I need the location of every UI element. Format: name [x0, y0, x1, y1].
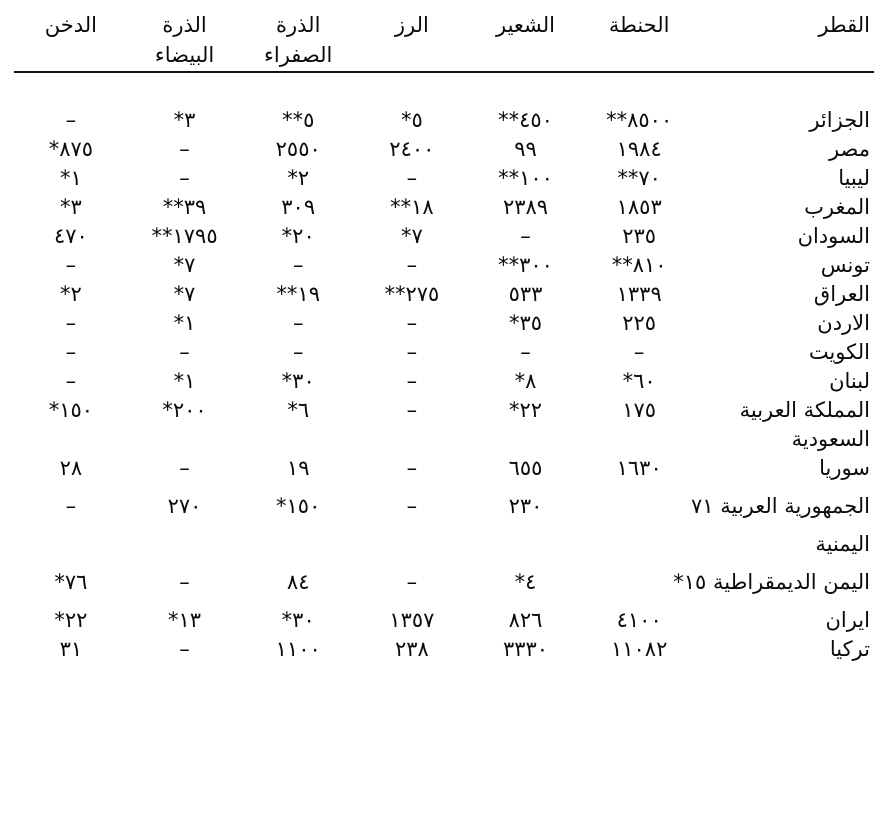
cell-barley: ٤* [514, 569, 537, 594]
cell-rice [355, 426, 469, 455]
column-header-millet [14, 10, 128, 71]
cell-white-maize: ٧* [173, 281, 196, 306]
table-row [14, 493, 874, 531]
cell-yellow-maize: ٣٠* [281, 607, 315, 632]
cell-barley [469, 426, 583, 455]
table-row [14, 252, 874, 281]
header-row [14, 10, 874, 71]
cell-wheat: ١٨٥٣ [616, 194, 662, 219]
cell-wheat: ١١٠٨٢ [610, 636, 668, 661]
table-row-continuation [14, 426, 874, 455]
table-row [14, 281, 874, 310]
cell-white-maize: – [179, 636, 190, 661]
cell-barley: ٣٠٠** [498, 252, 553, 277]
cell-millet: ٣* [59, 194, 82, 219]
cell-rice: ١٣٥٧ [389, 607, 435, 632]
cell-millet: – [65, 107, 77, 132]
column-header-country [696, 10, 874, 71]
row-country: مصر [828, 136, 870, 161]
table-row [14, 223, 874, 252]
cell-yellow-maize: ٣٠* [281, 368, 315, 393]
cell-rice [355, 531, 469, 569]
cell-white-maize: ٢٠٠* [162, 397, 207, 422]
column-header-barley [469, 10, 583, 71]
table-row [14, 136, 874, 165]
cell-white-maize: ١* [173, 310, 196, 335]
cell-millet: ٧٦* [54, 569, 88, 594]
cell-wheat: ٢٢٥ [622, 310, 657, 335]
cell-white-maize: ٣* [173, 107, 196, 132]
row-country: السودان [797, 223, 870, 248]
cell-rice: – [406, 252, 418, 277]
table-row [14, 455, 874, 493]
cell-yellow-maize: ٨٤ [286, 569, 310, 594]
cell-rice: ٢٤٠٠ [389, 136, 435, 161]
cell-yellow-maize: ١٩ [286, 455, 310, 480]
cell-barley: ٢٢* [508, 397, 543, 422]
cell-millet: ٢٢* [54, 607, 88, 632]
cell-rice: – [406, 569, 418, 594]
row-country: تونس [820, 252, 870, 277]
cell-millet: ٢* [59, 281, 82, 306]
cell-wheat: ٢٣٥ [622, 223, 657, 248]
cell-barley: ٤٥٠** [498, 107, 553, 132]
column-header-wheat [582, 10, 696, 71]
row-country: الجمهورية العربية ٧١ [690, 493, 870, 518]
column-header-white-maize [128, 10, 242, 71]
cell-barley: ٣٣٣٠ [502, 636, 549, 661]
cell-rice: – [406, 368, 418, 393]
table-row-continuation [14, 531, 874, 569]
table-row [14, 339, 874, 368]
table-row [14, 397, 874, 426]
column-header-barley-label: الشعير [496, 13, 556, 37]
cell-white-maize: ٣٩** [162, 194, 207, 219]
cell-rice: – [406, 165, 418, 190]
cell-rice: – [406, 455, 418, 480]
cell-wheat: ٧٠** [617, 165, 661, 190]
cell-rice: ٧* [400, 223, 423, 248]
header-rule-row [14, 71, 874, 85]
cell-wheat: ١٣٣٩ [616, 281, 662, 306]
spacer-cell [14, 85, 874, 107]
cell-millet [14, 531, 128, 569]
cell-millet: ١٥٠* [48, 397, 94, 422]
cell-rice: ٢٣٨ [394, 636, 429, 661]
table-header [14, 10, 874, 85]
cell-millet: – [65, 310, 77, 335]
cell-millet: – [65, 368, 77, 393]
cell-barley: ٩٩ [514, 136, 537, 161]
crop-production-table [14, 10, 874, 665]
cell-wheat: ٦٠* [622, 368, 656, 393]
cell-white-maize: – [179, 569, 190, 594]
cell-barley [469, 531, 583, 569]
row-country: لبنان [829, 368, 870, 393]
column-header-rice-label: الرز [394, 13, 429, 37]
cell-millet [14, 426, 128, 455]
cell-millet: ٨٧٥* [48, 136, 94, 161]
cell-barley: ٢٣٠ [508, 493, 543, 518]
row-country: تركيا [829, 636, 870, 661]
column-header-wheat-label: الحنطة [608, 13, 670, 37]
column-header-yellow-maize-label2: الصفراء [264, 43, 333, 68]
cell-yellow-maize: ١٥٠* [276, 493, 321, 518]
cell-barley: ٢٣٨٩ [502, 194, 549, 219]
cell-yellow-maize [241, 531, 355, 569]
column-header-white-maize-label: الذرة [162, 13, 207, 37]
cell-barley: ٣٥* [508, 310, 543, 335]
cell-white-maize: – [179, 455, 190, 480]
row-country: السعودية [791, 426, 870, 451]
cell-yellow-maize: ٢٠* [281, 223, 315, 248]
row-country: سوريا [819, 455, 870, 480]
cell-yellow-maize [241, 426, 355, 455]
cell-wheat: ٨١٠** [611, 252, 667, 277]
cell-rice: – [406, 397, 418, 422]
cell-rice: – [406, 493, 418, 518]
table-row [14, 636, 874, 665]
row-country: ليبيا [838, 165, 870, 190]
column-header-yellow-maize [241, 10, 355, 71]
cell-barley: ١٠٠** [498, 165, 553, 190]
table-row [14, 368, 874, 397]
row-country: العراق [813, 281, 870, 306]
cell-barley: – [520, 223, 531, 248]
cell-millet: – [65, 252, 77, 277]
cell-wheat: ١٧٥ [622, 397, 657, 422]
row-country: ايران [825, 607, 870, 632]
cell-millet: – [65, 339, 77, 364]
cell-white-maize: ١٣* [168, 607, 202, 632]
table-row [14, 165, 874, 194]
cell-white-maize: – [179, 165, 190, 190]
table-row [14, 194, 874, 223]
table-row [14, 107, 874, 136]
cell-barley: ٥٣٣ [508, 281, 543, 306]
cell-rice: – [406, 339, 418, 364]
cell-yellow-maize: ٦* [287, 397, 310, 422]
cell-rice: ١٨** [390, 194, 434, 219]
cell-wheat: ١٩٨٤ [616, 136, 662, 161]
header-rule-cell [14, 71, 874, 85]
cell-yellow-maize: ١١٠٠ [275, 636, 321, 661]
row-country: المملكة العربية [739, 397, 870, 422]
row-country: المغرب [804, 194, 870, 219]
cell-yellow-maize: – [292, 339, 304, 364]
table-row [14, 310, 874, 339]
row-country: اليمن الديمقراطية ١٥* [673, 569, 870, 594]
cell-wheat: – [633, 339, 645, 364]
cell-yellow-maize: ٢٥٥٠ [275, 136, 321, 161]
cell-yellow-maize: – [292, 310, 304, 335]
cell-white-maize: ١* [173, 368, 196, 393]
cell-millet: ٤٧٠ [53, 223, 88, 248]
cell-white-maize [128, 426, 242, 455]
cell-white-maize: ٧* [173, 252, 196, 277]
row-country: الاردن [817, 310, 870, 335]
cell-barley: ٨* [514, 368, 537, 393]
cell-rice: – [406, 310, 418, 335]
header-divider [14, 71, 874, 73]
cell-white-maize: ١٧٩٥** [151, 223, 218, 248]
column-header-country-label: القطر [818, 13, 870, 37]
row-country: اليمنية [815, 531, 870, 556]
cell-wheat [582, 531, 696, 569]
cell-barley: ٦٥٥ [508, 455, 543, 480]
cell-white-maize [128, 531, 242, 569]
cell-yellow-maize: ٢* [287, 165, 310, 190]
cell-yellow-maize: ٥** [282, 107, 315, 132]
cell-rice: ٢٧٥** [384, 281, 440, 306]
cell-millet: ٣١ [59, 636, 83, 661]
table-row [14, 569, 874, 607]
column-header-millet-label: الدخن [44, 13, 97, 37]
cell-barley: ٨٢٦ [508, 607, 543, 632]
cell-white-maize: ٢٧٠ [167, 493, 202, 518]
cell-barley: – [520, 339, 531, 364]
spacer-row [14, 85, 874, 107]
cell-wheat [582, 493, 696, 531]
cell-yellow-maize: ١٩** [276, 281, 320, 306]
table-row [14, 607, 874, 636]
cell-yellow-maize: ٣٠٩ [281, 194, 316, 219]
cell-rice: ٥* [400, 107, 423, 132]
cell-white-maize: – [179, 136, 190, 161]
cell-wheat: ٨٥٠٠** [606, 107, 673, 132]
column-header-rice [355, 10, 469, 71]
table-body [14, 85, 874, 665]
row-country: الكويت [808, 339, 870, 364]
cell-millet: ١* [59, 165, 82, 190]
row-country: الجزائر [809, 107, 870, 132]
cell-wheat: ٤١٠٠ [616, 607, 662, 632]
column-header-yellow-maize-label: الذرة [276, 13, 321, 37]
cell-wheat: ١٦٣٠ [616, 455, 662, 480]
cell-wheat [582, 426, 696, 455]
cell-yellow-maize: – [292, 252, 304, 277]
cell-millet: ٢٨ [59, 455, 83, 480]
cell-white-maize: – [179, 339, 190, 364]
cell-millet: – [65, 493, 77, 518]
column-header-white-maize-label2: البيضاء [154, 43, 215, 68]
